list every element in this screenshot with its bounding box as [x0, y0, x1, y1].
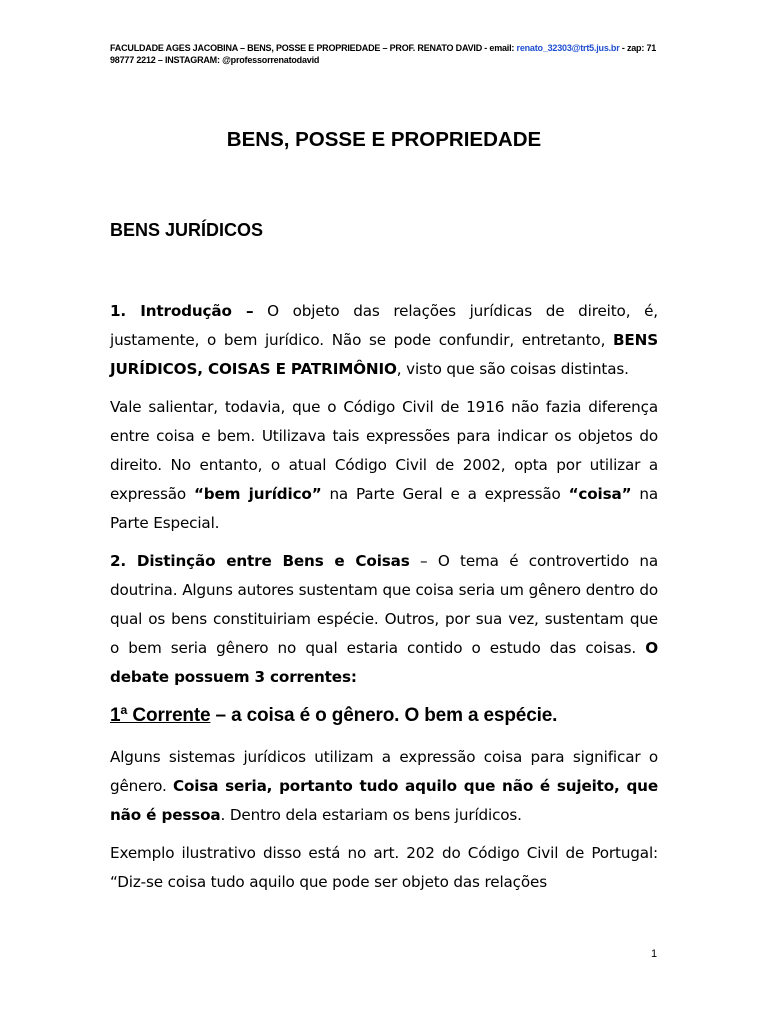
- document-title: BENS, POSSE E PROPRIEDADE: [226, 128, 542, 151]
- paragraph-lead: 2. Distinção entre Bens e Coisas: [110, 552, 410, 570]
- paragraph-text: Exemplo ilustrativo disso está no art. 202 do Código Civil de Portugal: “Diz-se coisa tudo aquilo que pode ser objeto das relações: [110, 844, 658, 891]
- paragraph-text: na Parte Especial.: [110, 485, 658, 532]
- header-text-2: - zap: 71 98777 2212 – INSTAGRAM: @professorrenatodavid: [110, 43, 657, 65]
- subheading-primeira-corrente: [110, 701, 658, 731]
- subheading-text: – a coisa é o gênero. O bem a espécie.: [210, 705, 558, 726]
- paragraph-sistemas-juridicos: [110, 743, 658, 830]
- paragraph-text: Alguns sistemas jurídicos utilizam a expressão coisa para significar o gênero.: [110, 748, 658, 795]
- paragraph-text: . Dentro dela estariam os bens jurídicos.: [220, 806, 522, 824]
- paragraph-lead: 1. Introdução –: [110, 302, 254, 320]
- paragraph-text: Vale salientar, todavia, que o Código Civil de 1916 não fazia diferença entre coisa e bem. Utilizava tais expressões para indicar os objetos do direito. No entanto, o atual Código Civil de 2002, opta por utilizar a expressão: [110, 398, 658, 503]
- paragraph-text: na Parte Geral e a expressão: [321, 485, 569, 503]
- paragraph-exemplo: [110, 839, 658, 897]
- header-email-link[interactable]: renato_32303@trt5.jus.br: [516, 43, 620, 53]
- paragraph-codigo-civil: [110, 393, 658, 538]
- paragraph-bold-text: “bem jurídico”: [193, 485, 322, 503]
- header-text-1: FACULDADE AGES JACOBINA – BENS, POSSE E PROPRIEDADE – PROF. RENATO DAVID - email:: [110, 43, 517, 53]
- paragraph-distincao: [110, 547, 658, 692]
- subheading-underlined: 1ª Corrente: [110, 705, 211, 726]
- page-header: [110, 42, 670, 66]
- paragraph-bold-text: O debate possuem 3 correntes:: [110, 639, 658, 686]
- page-number: 1: [651, 948, 658, 960]
- paragraph-introduction: [110, 297, 658, 384]
- paragraph-text: , visto que são coisas distintas.: [396, 360, 629, 378]
- paragraph-bold-text: “coisa”: [568, 485, 632, 503]
- paragraph-bold-text: BENS JURÍDICOS, COISAS E PATRIMÔNIO: [110, 331, 658, 378]
- paragraph-text: O objeto das relações jurídicas de direito, é, justamente, o bem jurídico. Não se pode confundir, entretanto,: [110, 302, 658, 349]
- paragraph-bold-text: Coisa seria, portanto tudo aquilo que não é sujeito, que não é pessoa: [110, 777, 658, 824]
- section-title: BENS JURÍDICOS: [110, 220, 264, 240]
- document-body: [110, 297, 658, 906]
- paragraph-text: – O tema é controvertido na doutrina. Alguns autores sustentam que coisa seria um gênero dentro do qual os bens constituiriam espécie. Outros, por sua vez, sustentam que o bem seria gênero no qual estaria contido o estudo das coisas.: [110, 552, 658, 657]
